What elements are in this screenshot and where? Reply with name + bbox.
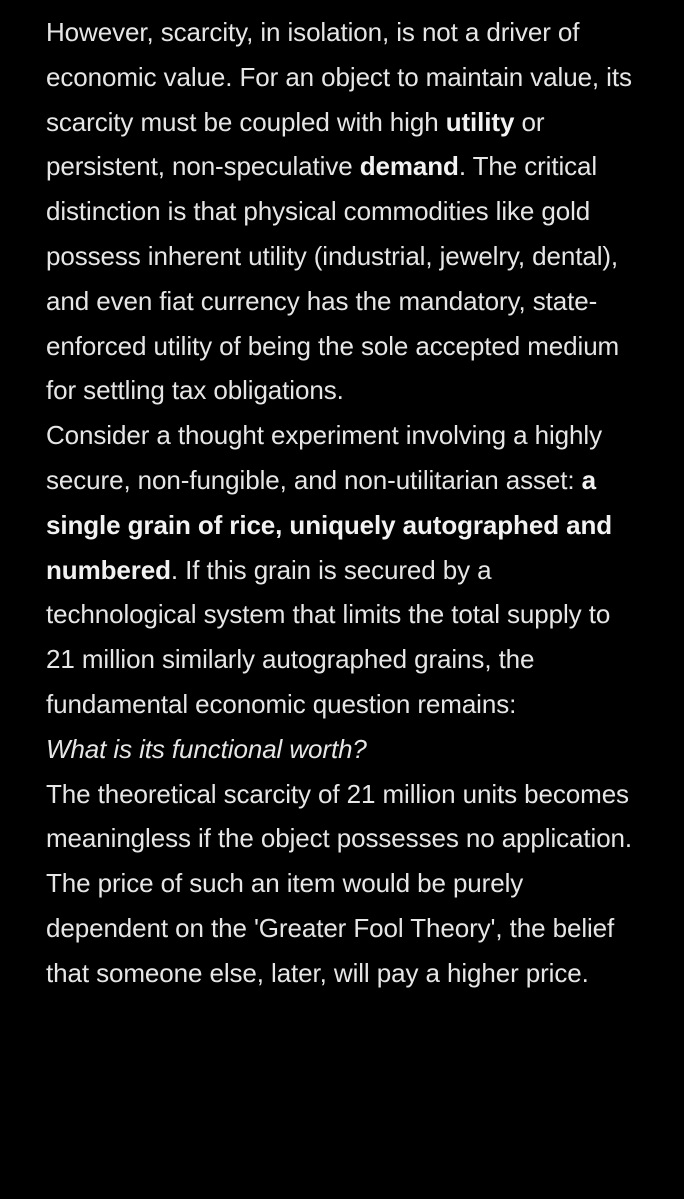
article-body: [46, 10, 646, 996]
bold-term-utility: utility: [445, 106, 515, 137]
paragraph-scarcity-utility: [46, 10, 646, 413]
paragraph-thought-experiment: [46, 413, 646, 771]
paragraph-text: . If this grain is secured by a technological system that limits the total supply to 21 million similarly autographed grains, the fundamental economic question remains:: [46, 554, 611, 719]
paragraph-text: The theoretical scarcity of 21 million units becomes meaningless if the object possesses no application. The price of such an item would be purely dependent on the 'Greater Fool Theory', the belief that someone else, later, will pay a higher price.: [46, 778, 633, 988]
paragraph-text: . The critical distinction is that physical commodities like gold possess inherent utility (industrial, jewelry, dental), and even fiat currency has the mandatory, state-enforced utility of being the sole accepted medium for settling tax obligations.: [46, 151, 620, 406]
paragraph-greater-fool: [46, 772, 646, 996]
italic-question: What is its functional worth?: [46, 733, 367, 764]
bold-phrase-grain-of-rice: a single grain of rice, uniquely autographed and numbered: [46, 464, 613, 585]
paragraph-text: Consider a thought experiment involving a highly secure, non-fungible, and non-utilitarian asset:: [46, 420, 602, 495]
paragraph-text: or persistent, non-speculative: [46, 106, 545, 182]
bold-term-demand: demand: [359, 151, 459, 182]
paragraph-text: However, scarcity, in isolation, is not a driver of economic value. For an object to maintain value, its scarcity must be coupled with high: [46, 17, 632, 137]
